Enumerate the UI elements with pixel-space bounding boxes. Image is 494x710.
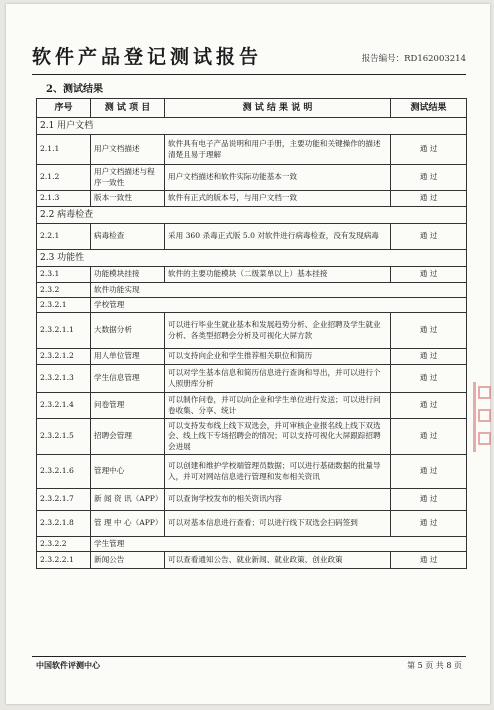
result-description: 可以查询学校发布的相关资讯内容 xyxy=(165,489,391,511)
section-label: 2.1 用户文档 xyxy=(37,118,467,135)
result-description: 可以对学生基本信息和简历信息进行查询和导出，并可以进行个人照册库分析 xyxy=(165,365,391,393)
test-result: 通 过 xyxy=(391,552,467,569)
section-label: 2.2 病毒检查 xyxy=(37,207,467,224)
table-subsection-row xyxy=(37,537,467,552)
table-row xyxy=(37,419,467,455)
section-label: 2.3 功能性 xyxy=(37,250,467,267)
table-subsection-row xyxy=(37,283,467,298)
subsection-label: 学校管理 xyxy=(91,298,467,313)
test-item: 用户文档描述 xyxy=(91,135,165,165)
table-header-row xyxy=(37,99,467,118)
test-result: 通 过 xyxy=(391,489,467,511)
test-result: 通 过 xyxy=(391,455,467,489)
result-description: 软件的主要功能模块（二级菜单以上）基本挂接 xyxy=(165,267,391,283)
test-item: 大数据分析 xyxy=(91,313,165,349)
test-item: 版本一致性 xyxy=(91,191,165,207)
test-result: 通 过 xyxy=(391,365,467,393)
table-row xyxy=(37,511,467,537)
result-description: 用户文档描述和软件实际功能基本一致 xyxy=(165,165,391,191)
test-item: 用人单位管理 xyxy=(91,349,165,365)
row-number: 2.3.2.1.5 xyxy=(37,419,91,455)
table-row xyxy=(37,393,467,419)
test-result: 通 过 xyxy=(391,165,467,191)
row-number: 2.3.2 xyxy=(37,283,91,298)
test-item: 管 理 中 心（APP） xyxy=(91,511,165,537)
table-row xyxy=(37,349,467,365)
header-no: 序号 xyxy=(37,99,91,118)
row-number: 2.3.2.2.1 xyxy=(37,552,91,569)
test-result: 通 过 xyxy=(391,135,467,165)
table-row xyxy=(37,552,467,569)
result-description: 可以进行毕业生就业基本和发展趋势分析、企业招聘及学生就业分析、各类型招聘会分析及可视化大屏方款 xyxy=(165,313,391,349)
test-result: 通 过 xyxy=(391,393,467,419)
result-description: 可以支持向企业和学生推荐相关职位和简历 xyxy=(165,349,391,365)
seal-stamp-fragment xyxy=(473,382,488,452)
row-number: 2.3.2.1.2 xyxy=(37,349,91,365)
table-row xyxy=(37,267,467,283)
row-number: 2.1.2 xyxy=(37,165,91,191)
table-subsection-row xyxy=(37,298,467,313)
report-page xyxy=(6,4,490,704)
row-number: 2.3.2.1.4 xyxy=(37,393,91,419)
test-result: 通 过 xyxy=(391,191,467,207)
test-result: 通 过 xyxy=(391,511,467,537)
report-title: 软件产品登记测试报告 xyxy=(32,46,263,68)
row-number: 2.1.3 xyxy=(37,191,91,207)
report-number: 报告编号：RD162003214 xyxy=(361,54,466,64)
footer-org: 中国软件评测中心 xyxy=(36,661,100,670)
test-result: 通 过 xyxy=(391,313,467,349)
test-item: 新 闻 资 讯（APP） xyxy=(91,489,165,511)
test-item: 功能模块挂接 xyxy=(91,267,165,283)
result-description: 可以对基本信息进行查看；可以进行线下双选会扫码签到 xyxy=(165,511,391,537)
result-description: 软件有正式的版本号，与用户文档一致 xyxy=(165,191,391,207)
test-item: 学生信息管理 xyxy=(91,365,165,393)
table-row xyxy=(37,489,467,511)
page-footer xyxy=(32,656,466,671)
test-item: 招聘会管理 xyxy=(91,419,165,455)
row-number: 2.3.2.1.7 xyxy=(37,489,91,511)
result-description: 可以支持发布线上线下双选会，并可审核企业报名线上线下双选会、线上线下专场招聘会的情况；可以支持可视化大屏跟踪招聘会进展 xyxy=(165,419,391,455)
table-row xyxy=(37,224,467,250)
section-title: 2、测试结果 xyxy=(46,84,103,95)
table-section-row xyxy=(37,250,467,267)
test-item: 新闻公告 xyxy=(91,552,165,569)
test-item: 管理中心 xyxy=(91,455,165,489)
footer-page-number: 第 5 页 共 8 页 xyxy=(407,661,462,670)
row-number: 2.1.1 xyxy=(37,135,91,165)
subsection-label: 软件功能实现 xyxy=(91,283,467,298)
row-number: 2.3.2.1.1 xyxy=(37,313,91,349)
test-item: 病毒检查 xyxy=(91,224,165,250)
test-result: 通 过 xyxy=(391,267,467,283)
header-result: 测试结果 xyxy=(391,99,467,118)
table-section-row xyxy=(37,207,467,224)
header-item: 测 试 项 目 xyxy=(91,99,165,118)
row-number: 2.3.2.1 xyxy=(37,298,91,313)
test-result: 通 过 xyxy=(391,224,467,250)
table-row xyxy=(37,313,467,349)
table-row xyxy=(37,365,467,393)
row-number: 2.2.1 xyxy=(37,224,91,250)
row-number: 2.3.1 xyxy=(37,267,91,283)
table-row xyxy=(37,455,467,489)
row-number: 2.3.2.1.3 xyxy=(37,365,91,393)
test-result: 通 过 xyxy=(391,419,467,455)
table-row xyxy=(37,135,467,165)
row-number: 2.3.2.1.8 xyxy=(37,511,91,537)
table-row xyxy=(37,191,467,207)
result-description: 可以创建和维护学校端管理员数据；可以进行基础数据的批量导入，并可对网站信息进行管理和发布相关资讯 xyxy=(165,455,391,489)
test-item: 问卷管理 xyxy=(91,393,165,419)
table-body xyxy=(37,118,467,569)
row-number: 2.3.2.1.6 xyxy=(37,455,91,489)
result-description: 可以查看通知公告、就业新闻、就业政策、创业政策 xyxy=(165,552,391,569)
result-description: 采用 360 杀毒正式版 5.0 对软件进行病毒检查，没有发现病毒 xyxy=(165,224,391,250)
page-header xyxy=(32,40,466,75)
row-number: 2.3.2.2 xyxy=(37,537,91,552)
test-item: 用户文档描述与程序一致性 xyxy=(91,165,165,191)
subsection-label: 学生管理 xyxy=(91,537,467,552)
result-description: 软件具有电子产品说明和用户手册，主要功能和关键操作的描述清楚且易于理解 xyxy=(165,135,391,165)
header-desc: 测 试 结 果 说 明 xyxy=(165,99,391,118)
result-description: 可以制作问卷，并可以向企业和学生单位进行发送；可以进行问卷收集、分享、统计 xyxy=(165,393,391,419)
test-result: 通 过 xyxy=(391,349,467,365)
table-section-row xyxy=(37,118,467,135)
results-table xyxy=(36,98,467,569)
table-row xyxy=(37,165,467,191)
